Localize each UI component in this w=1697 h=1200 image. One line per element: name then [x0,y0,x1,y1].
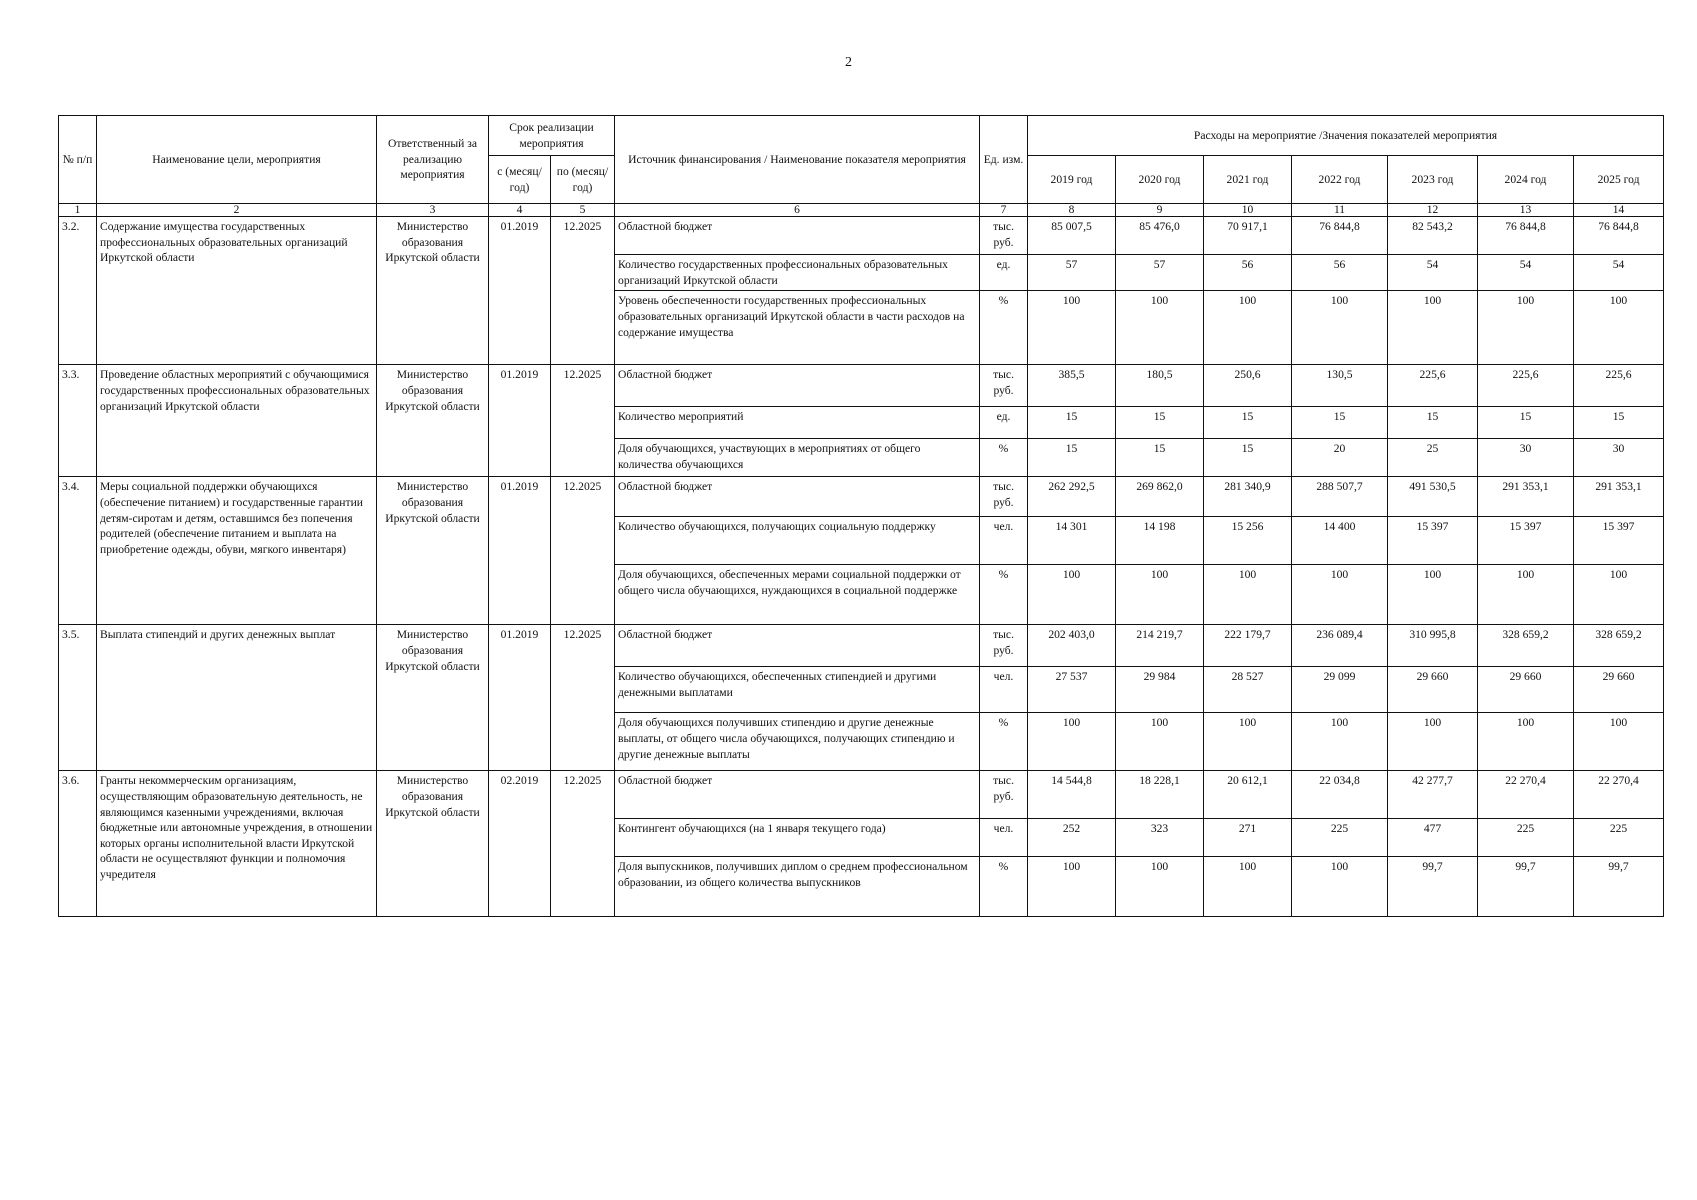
column-number: 9 [1116,204,1204,217]
header-year: 2025 год [1574,156,1664,204]
value-cell: 100 [1116,291,1204,365]
value-cell: 54 [1478,255,1574,291]
unit: тыс. руб. [980,217,1028,255]
value-cell: 291 353,1 [1574,477,1664,517]
header-num: № п/п [59,116,97,204]
header-from: с (месяц/ год) [489,156,551,204]
value-cell: 20 612,1 [1204,771,1292,819]
value-cell: 222 179,7 [1204,625,1292,667]
column-number: 6 [615,204,980,217]
value-cell: 15 [1204,439,1292,477]
funding-source: Областной бюджет [615,217,980,255]
indicator-name: Контингент обучающихся (на 1 января текущего года) [615,819,980,857]
unit: % [980,857,1028,917]
value-cell: 100 [1574,291,1664,365]
value-cell: 225,6 [1574,365,1664,407]
funding-source: Областной бюджет [615,771,980,819]
header-year: 2019 год [1028,156,1116,204]
value-cell: 323 [1116,819,1204,857]
end-date: 12.2025 [551,217,615,365]
end-date: 12.2025 [551,365,615,477]
activity-name: Гранты некоммерческим организациям, осуществляющим образовательную деятельность, не являющимся казенными учреждениями, включая бюджетные или автономные учреждения, в отношении которых органы исполнительной власти Иркутской области не осуществляют функции и полномочия учредителя [97,771,377,917]
value-cell: 27 537 [1028,667,1116,713]
value-cell: 291 353,1 [1478,477,1574,517]
value-cell: 202 403,0 [1028,625,1116,667]
value-cell: 99,7 [1574,857,1664,917]
indicator-name: Доля обучающихся, участвующих в мероприятиях от общего количества обучающихся [615,439,980,477]
column-number: 2 [97,204,377,217]
value-cell: 14 198 [1116,517,1204,565]
value-cell: 100 [1116,565,1204,625]
end-date: 12.2025 [551,771,615,917]
value-cell: 14 301 [1028,517,1116,565]
unit: тыс. руб. [980,771,1028,819]
header-name: Наименование цели, мероприятия [97,116,377,204]
end-date: 12.2025 [551,625,615,771]
value-cell: 15 [1028,439,1116,477]
value-cell: 288 507,7 [1292,477,1388,517]
value-cell: 100 [1388,713,1478,771]
value-cell: 29 660 [1574,667,1664,713]
value-cell: 328 659,2 [1574,625,1664,667]
value-cell: 100 [1292,713,1388,771]
unit: % [980,439,1028,477]
row-number: 3.6. [59,771,97,917]
column-number: 12 [1388,204,1478,217]
indicator-name: Доля выпускников, получивших диплом о среднем профессиональном образовании, из общего количества выпускников [615,857,980,917]
header-year: 2023 год [1388,156,1478,204]
unit: чел. [980,517,1028,565]
row-number: 3.5. [59,625,97,771]
header-year: 2024 год [1478,156,1574,204]
value-cell: 385,5 [1028,365,1116,407]
value-cell: 100 [1116,857,1204,917]
header-responsible: Ответственный за реализацию мероприятия [377,116,489,204]
value-cell: 100 [1292,291,1388,365]
value-cell: 100 [1574,565,1664,625]
value-cell: 15 397 [1574,517,1664,565]
funding-source: Областной бюджет [615,625,980,667]
activity-name: Проведение областных мероприятий с обучающимися государственных профессиональных образовательных организаций Иркутской области [97,365,377,477]
end-date: 12.2025 [551,477,615,625]
value-cell: 85 476,0 [1116,217,1204,255]
value-cell: 54 [1388,255,1478,291]
value-cell: 25 [1388,439,1478,477]
table-body [59,217,1664,917]
unit: тыс. руб. [980,365,1028,407]
value-cell: 250,6 [1204,365,1292,407]
funding-source: Областной бюджет [615,477,980,517]
program-table [58,115,1664,917]
table-row [59,365,1664,407]
value-cell: 281 340,9 [1204,477,1292,517]
column-number: 8 [1028,204,1116,217]
activity-name: Меры социальной поддержки обучающихся (обеспечение питанием) и государственные гарантии детям-сиротам и детям, оставшимся без попечения родителей (обеспечение питанием и выплата на приобретение одежды, обуви, мягкого инвентаря) [97,477,377,625]
responsible-org: Министерство образования Иркутской области [377,217,489,365]
value-cell: 14 400 [1292,517,1388,565]
header-expenses: Расходы на мероприятие /Значения показателей мероприятия [1028,116,1664,156]
table-row [59,625,1664,667]
value-cell: 491 530,5 [1388,477,1478,517]
responsible-org: Министерство образования Иркутской области [377,365,489,477]
value-cell: 57 [1116,255,1204,291]
column-number: 14 [1574,204,1664,217]
value-cell: 70 917,1 [1204,217,1292,255]
column-number: 3 [377,204,489,217]
value-cell: 15 [1028,407,1116,439]
value-cell: 22 270,4 [1478,771,1574,819]
value-cell: 15 [1116,407,1204,439]
page-number: 2 [845,55,852,70]
value-cell: 100 [1388,565,1478,625]
start-date: 01.2019 [489,477,551,625]
funding-source: Областной бюджет [615,365,980,407]
value-cell: 29 660 [1388,667,1478,713]
responsible-org: Министерство образования Иркутской области [377,771,489,917]
row-number: 3.2. [59,217,97,365]
value-cell: 100 [1388,291,1478,365]
row-number: 3.4. [59,477,97,625]
value-cell: 22 270,4 [1574,771,1664,819]
header-year: 2021 год [1204,156,1292,204]
responsible-org: Министерство образования Иркутской области [377,477,489,625]
value-cell: 269 862,0 [1116,477,1204,517]
column-number: 5 [551,204,615,217]
value-cell: 100 [1478,291,1574,365]
value-cell: 54 [1574,255,1664,291]
row-number: 3.3. [59,365,97,477]
value-cell: 100 [1204,565,1292,625]
value-cell: 271 [1204,819,1292,857]
value-cell: 99,7 [1388,857,1478,917]
activity-name: Содержание имущества государственных профессиональных образовательных организаций Иркутской области [97,217,377,365]
header-source: Источник финансирования / Наименование показателя мероприятия [615,116,980,204]
value-cell: 15 [1116,439,1204,477]
value-cell: 214 219,7 [1116,625,1204,667]
value-cell: 100 [1204,713,1292,771]
value-cell: 30 [1478,439,1574,477]
value-cell: 15 [1478,407,1574,439]
column-number: 1 [59,204,97,217]
value-cell: 57 [1028,255,1116,291]
value-cell: 236 089,4 [1292,625,1388,667]
indicator-name: Количество обучающихся, получающих социальную поддержку [615,517,980,565]
value-cell: 252 [1028,819,1116,857]
responsible-org: Министерство образования Иркутской области [377,625,489,771]
value-cell: 310 995,8 [1388,625,1478,667]
value-cell: 18 228,1 [1116,771,1204,819]
value-cell: 225,6 [1388,365,1478,407]
unit: чел. [980,819,1028,857]
value-cell: 100 [1574,713,1664,771]
unit: тыс. руб. [980,477,1028,517]
header-unit: Ед. изм. [980,116,1028,204]
value-cell: 225 [1574,819,1664,857]
value-cell: 262 292,5 [1028,477,1116,517]
value-cell: 100 [1028,291,1116,365]
value-cell: 180,5 [1116,365,1204,407]
value-cell: 56 [1204,255,1292,291]
start-date: 01.2019 [489,625,551,771]
indicator-name: Доля обучающихся получивших стипендию и другие денежные выплаты, от общего числа обучающихся, получающих стипендию и другие денежные выплаты [615,713,980,771]
value-cell: 15 [1292,407,1388,439]
value-cell: 15 [1388,407,1478,439]
value-cell: 29 660 [1478,667,1574,713]
value-cell: 15 397 [1478,517,1574,565]
indicator-name: Доля обучающихся, обеспеченных мерами социальной поддержки от общего числа обучающихся, нуждающихся в социальной поддержке [615,565,980,625]
activity-name: Выплата стипендий и других денежных выплат [97,625,377,771]
unit: ед. [980,407,1028,439]
header-period: Срок реализации мероприятия [489,116,615,156]
unit: чел. [980,667,1028,713]
value-cell: 225 [1478,819,1574,857]
column-numbers-row [59,204,1664,217]
value-cell: 76 844,8 [1292,217,1388,255]
unit: ед. [980,255,1028,291]
start-date: 02.2019 [489,771,551,917]
value-cell: 100 [1116,713,1204,771]
value-cell: 14 544,8 [1028,771,1116,819]
value-cell: 29 099 [1292,667,1388,713]
value-cell: 20 [1292,439,1388,477]
column-number: 4 [489,204,551,217]
start-date: 01.2019 [489,217,551,365]
value-cell: 328 659,2 [1478,625,1574,667]
indicator-name: Количество государственных профессиональных образовательных организаций Иркутской области [615,255,980,291]
value-cell: 15 [1574,407,1664,439]
value-cell: 100 [1292,857,1388,917]
table-row [59,217,1664,255]
indicator-name: Количество мероприятий [615,407,980,439]
column-number: 11 [1292,204,1388,217]
value-cell: 225 [1292,819,1388,857]
value-cell: 100 [1028,713,1116,771]
value-cell: 100 [1204,291,1292,365]
value-cell: 130,5 [1292,365,1388,407]
table-header [59,116,1664,217]
unit: % [980,713,1028,771]
value-cell: 15 397 [1388,517,1478,565]
value-cell: 15 256 [1204,517,1292,565]
header-year: 2022 год [1292,156,1388,204]
indicator-name: Количество обучающихся, обеспеченных стипендией и другими денежными выплатами [615,667,980,713]
column-number: 7 [980,204,1028,217]
value-cell: 76 844,8 [1478,217,1574,255]
value-cell: 477 [1388,819,1478,857]
start-date: 01.2019 [489,365,551,477]
value-cell: 100 [1028,857,1116,917]
column-number: 10 [1204,204,1292,217]
value-cell: 42 277,7 [1388,771,1478,819]
value-cell: 82 543,2 [1388,217,1478,255]
value-cell: 99,7 [1478,857,1574,917]
value-cell: 225,6 [1478,365,1574,407]
value-cell: 28 527 [1204,667,1292,713]
table-row [59,477,1664,517]
table-row [59,771,1664,819]
value-cell: 100 [1478,565,1574,625]
value-cell: 30 [1574,439,1664,477]
value-cell: 100 [1204,857,1292,917]
header-year: 2020 год [1116,156,1204,204]
value-cell: 15 [1204,407,1292,439]
value-cell: 100 [1028,565,1116,625]
indicator-name: Уровень обеспеченности государственных профессиональных образовательных организаций Иркутской области в части расходов на содержание имущества [615,291,980,365]
column-number: 13 [1478,204,1574,217]
header-to: по (месяц/ год) [551,156,615,204]
unit: тыс. руб. [980,625,1028,667]
value-cell: 85 007,5 [1028,217,1116,255]
value-cell: 76 844,8 [1574,217,1664,255]
value-cell: 29 984 [1116,667,1204,713]
unit: % [980,565,1028,625]
value-cell: 22 034,8 [1292,771,1388,819]
value-cell: 100 [1478,713,1574,771]
value-cell: 56 [1292,255,1388,291]
unit: % [980,291,1028,365]
value-cell: 100 [1292,565,1388,625]
